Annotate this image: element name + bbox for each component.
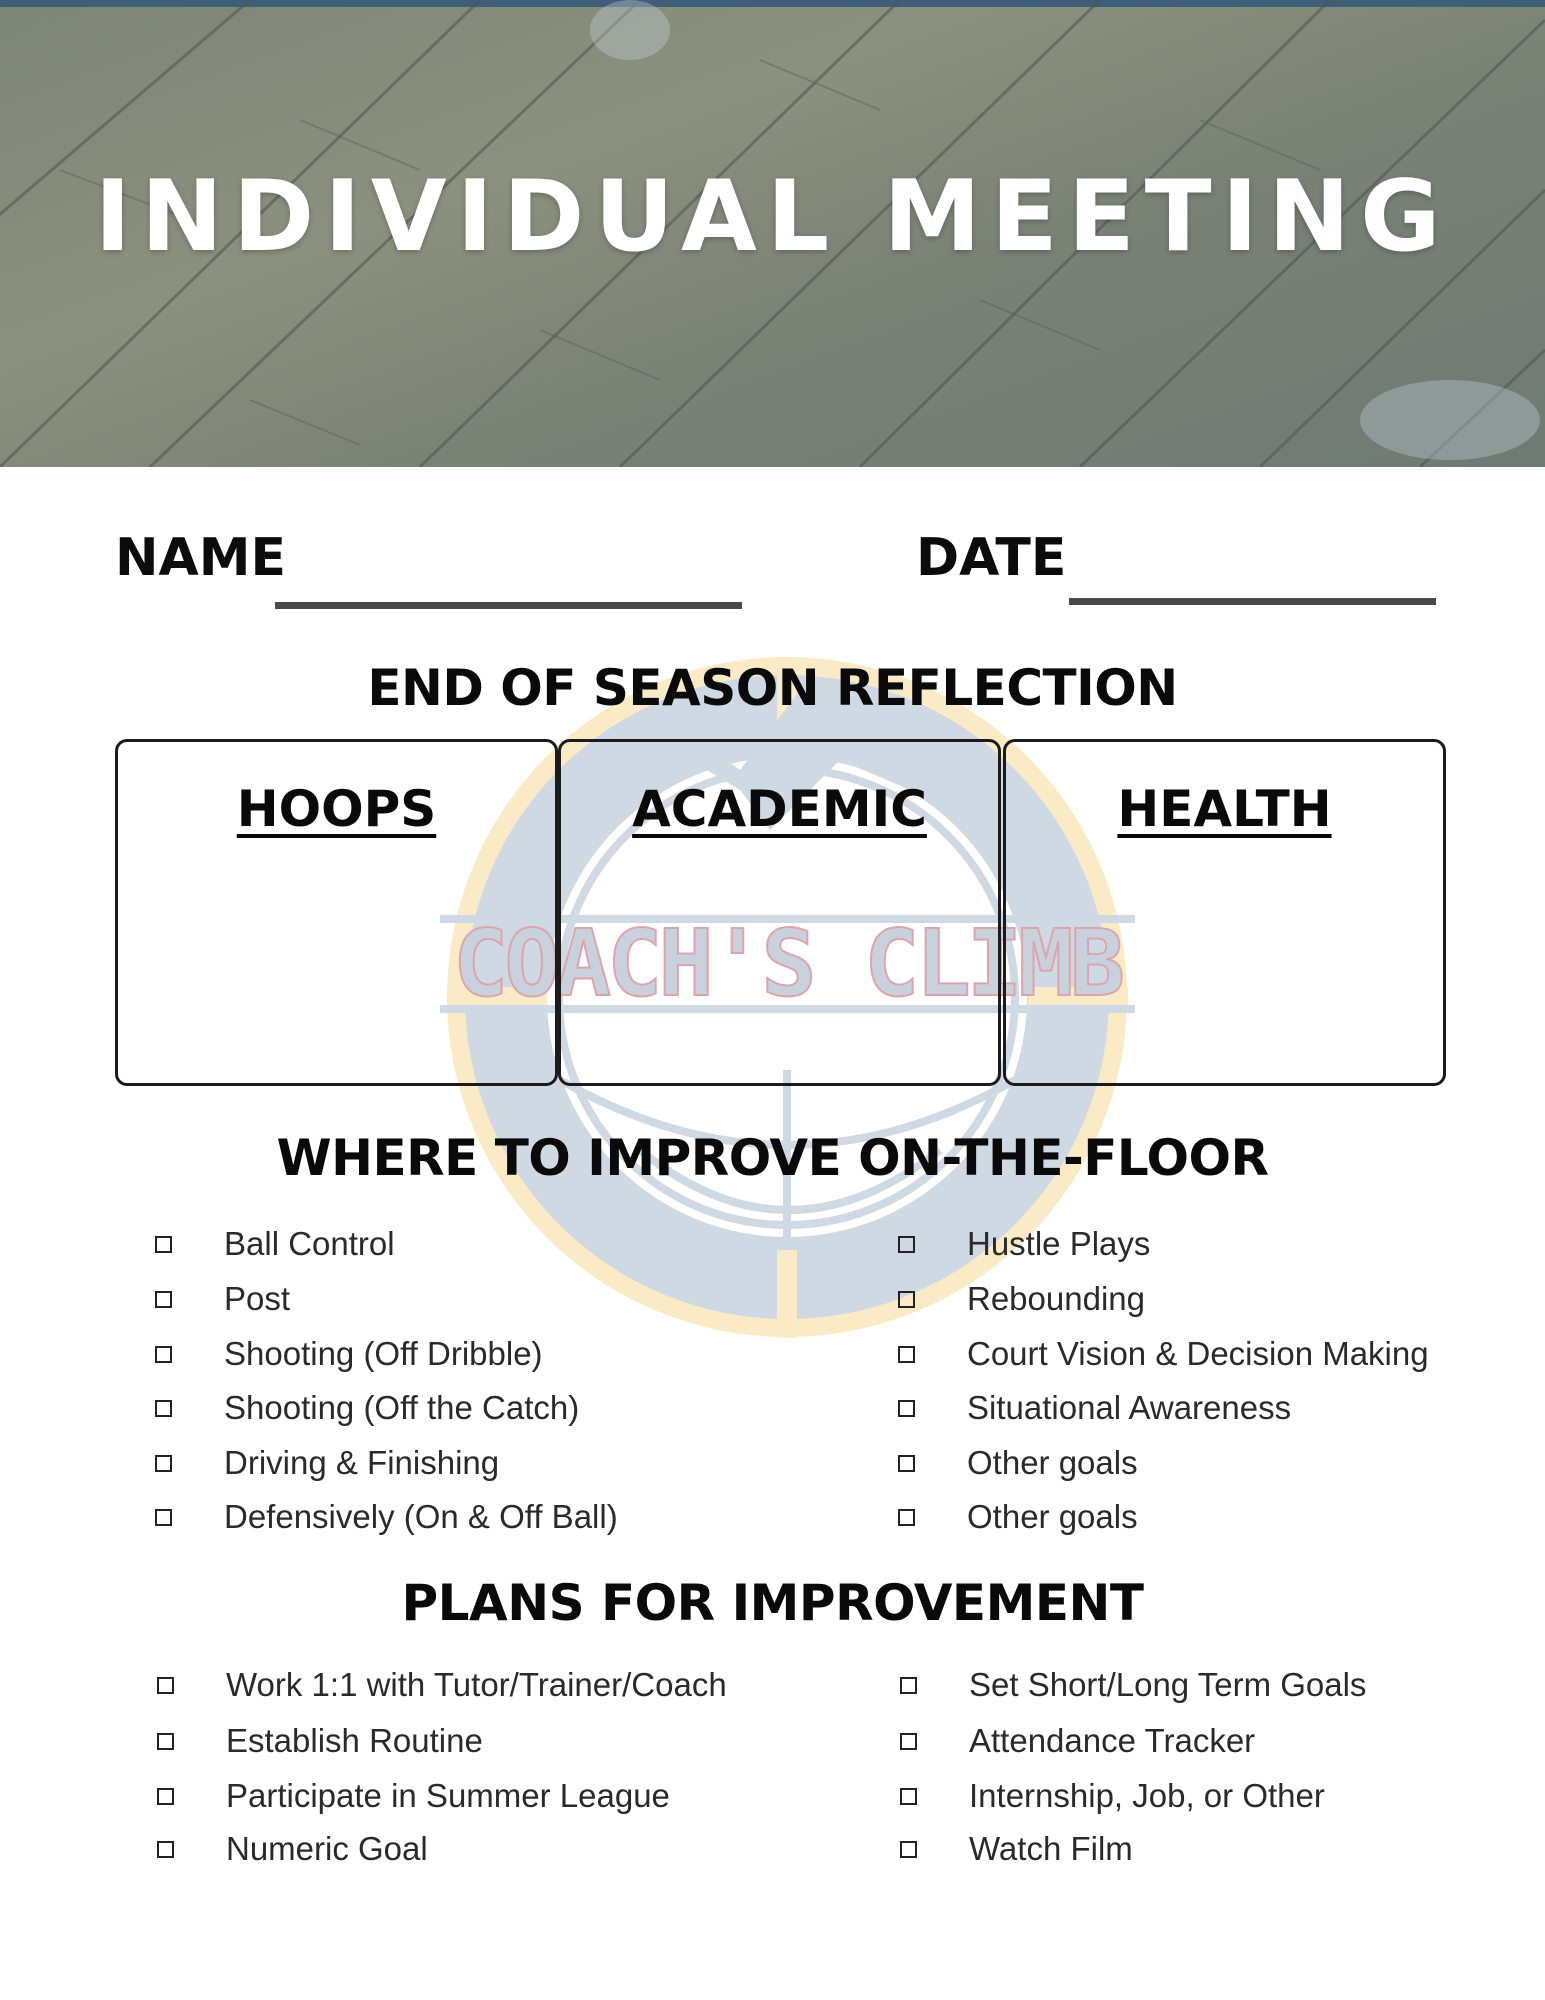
checkbox-label: Numeric Goal — [226, 1830, 428, 1867]
checkbox-label: Other goals — [967, 1444, 1138, 1481]
date-input-line[interactable] — [1069, 598, 1436, 605]
checkbox[interactable] — [898, 1346, 915, 1363]
plan-item[interactable] — [900, 1665, 1366, 1705]
checkbox[interactable] — [898, 1509, 915, 1526]
date-label: DATE — [916, 528, 1067, 588]
reflection-box-title: ACADEMIC — [632, 780, 927, 838]
improve-item[interactable] — [898, 1497, 1138, 1537]
reflection-heading: END OF SEASON REFLECTION — [367, 659, 1178, 717]
checkbox-label: Defensively (On & Off Ball) — [224, 1498, 618, 1535]
checkbox-label: Shooting (Off Dribble) — [224, 1335, 543, 1372]
checkbox-label: Shooting (Off the Catch) — [224, 1389, 580, 1426]
checkbox[interactable] — [900, 1733, 917, 1750]
improve-item[interactable] — [898, 1334, 1429, 1374]
improve-item[interactable] — [155, 1388, 579, 1428]
plan-item[interactable] — [900, 1721, 1255, 1761]
improve-item[interactable] — [155, 1279, 290, 1319]
page-title: INDIVIDUAL MEETING — [94, 160, 1451, 274]
reflection-box-title: HOOPS — [236, 780, 437, 838]
checkbox-label: Attendance Tracker — [969, 1722, 1256, 1759]
checkbox-label: Driving & Finishing — [224, 1444, 500, 1481]
improve-item[interactable] — [155, 1224, 395, 1264]
checkbox[interactable] — [900, 1677, 917, 1694]
checkbox-label: Ball Control — [224, 1225, 395, 1262]
checkbox[interactable] — [900, 1788, 917, 1805]
plan-item[interactable] — [157, 1721, 483, 1761]
checkbox[interactable] — [157, 1788, 174, 1805]
improve-heading: WHERE TO IMPROVE ON-THE-FLOOR — [276, 1129, 1269, 1187]
plan-item[interactable] — [900, 1829, 1133, 1869]
checkbox[interactable] — [898, 1291, 915, 1308]
checkbox[interactable] — [155, 1400, 172, 1417]
improve-item[interactable] — [898, 1224, 1150, 1264]
checkbox[interactable] — [157, 1677, 174, 1694]
checkbox-label: Participate in Summer League — [226, 1777, 670, 1814]
checkbox[interactable] — [898, 1455, 915, 1472]
reflection-box-title: HEALTH — [1117, 780, 1332, 838]
checkbox[interactable] — [898, 1400, 915, 1417]
checkbox[interactable] — [900, 1841, 917, 1858]
plan-item[interactable] — [157, 1776, 670, 1816]
improve-item[interactable] — [898, 1443, 1138, 1483]
checkbox-label: Work 1:1 with Tutor/Trainer/Coach — [226, 1666, 727, 1703]
checkbox-label: Establish Routine — [226, 1722, 483, 1759]
checkbox-label: Set Short/Long Term Goals — [969, 1666, 1367, 1703]
improve-item[interactable] — [155, 1443, 499, 1483]
checkbox-label: Hustle Plays — [967, 1225, 1151, 1262]
checkbox[interactable] — [898, 1236, 915, 1253]
checkbox[interactable] — [155, 1509, 172, 1526]
plan-item[interactable] — [900, 1776, 1325, 1816]
checkbox[interactable] — [157, 1733, 174, 1750]
checkbox[interactable] — [155, 1346, 172, 1363]
plan-item[interactable] — [157, 1665, 727, 1705]
improve-item[interactable] — [155, 1334, 543, 1374]
checkbox-label: Other goals — [967, 1498, 1138, 1535]
checkbox[interactable] — [155, 1455, 172, 1472]
watermark-text: COACH'S CLIMB — [452, 910, 1122, 1017]
checkbox[interactable] — [155, 1236, 172, 1253]
plans-heading: PLANS FOR IMPROVEMENT — [401, 1574, 1144, 1632]
checkbox-label: Situational Awareness — [967, 1389, 1292, 1426]
reflection-box-academic[interactable] — [558, 739, 1001, 1086]
reflection-box-health[interactable] — [1003, 739, 1446, 1086]
reflection-box-hoops[interactable] — [115, 739, 558, 1086]
improve-item[interactable] — [898, 1388, 1291, 1428]
checkbox-label: Watch Film — [969, 1830, 1133, 1867]
checkbox[interactable] — [157, 1841, 174, 1858]
plan-item[interactable] — [157, 1829, 428, 1869]
checkbox-label: Court Vision & Decision Making — [967, 1335, 1429, 1372]
checkbox[interactable] — [155, 1291, 172, 1308]
checkbox-label: Post — [224, 1280, 291, 1317]
name-label: NAME — [115, 528, 287, 588]
name-input-line[interactable] — [275, 602, 742, 609]
improve-item[interactable] — [155, 1497, 618, 1537]
improve-item[interactable] — [898, 1279, 1145, 1319]
checkbox-label: Internship, Job, or Other — [969, 1777, 1325, 1814]
checkbox-label: Rebounding — [967, 1280, 1145, 1317]
header-banner — [0, 0, 1545, 467]
